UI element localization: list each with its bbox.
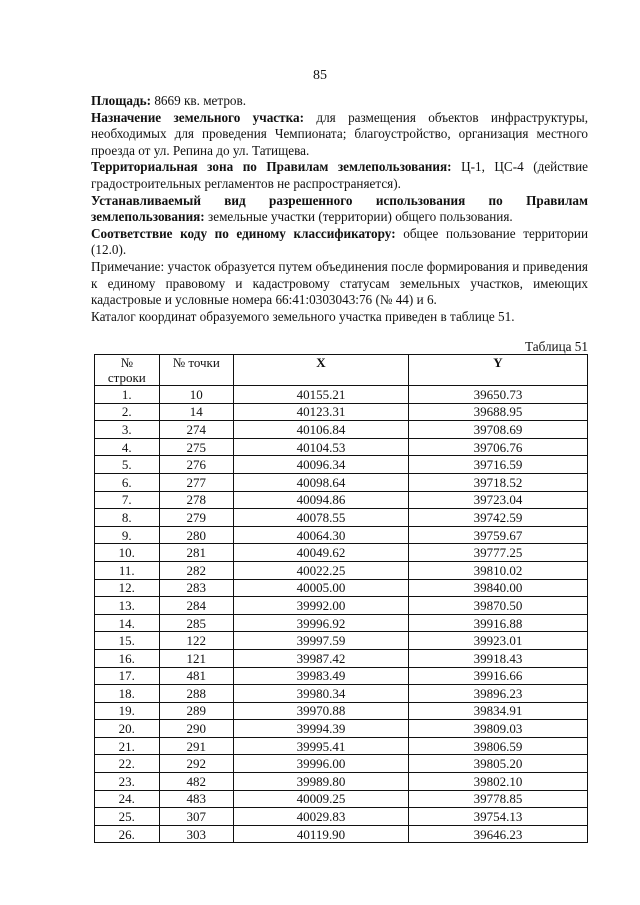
table-row xyxy=(95,491,588,509)
cell-y: 39809.03 xyxy=(408,720,587,738)
table-row xyxy=(95,649,588,667)
area-paragraph xyxy=(91,93,588,110)
cell-row-number: 6. xyxy=(95,473,160,491)
use-label: Устанавливаемый вид разрешенного использования по Правилам землепользования: xyxy=(91,192,588,225)
cell-row-number: 8. xyxy=(95,509,160,527)
table-row xyxy=(95,403,588,421)
catalog-paragraph: Каталог координат образуемого земельного участка приведен в таблице 51. xyxy=(91,308,515,324)
area-value: 8669 кв. метров. xyxy=(151,93,247,108)
table-row xyxy=(95,456,588,474)
cell-x: 39970.88 xyxy=(233,702,408,720)
cell-y: 39896.23 xyxy=(408,685,587,703)
cell-x: 40094.86 xyxy=(233,491,408,509)
cell-point-number: 277 xyxy=(159,473,233,491)
cell-row-number: 15. xyxy=(95,632,160,650)
cell-x: 39996.00 xyxy=(233,755,408,773)
header-x: X xyxy=(233,355,408,386)
table-row xyxy=(95,509,588,527)
cell-x: 39989.80 xyxy=(233,773,408,791)
cell-row-number: 9. xyxy=(95,526,160,544)
table-header-row xyxy=(95,355,588,386)
table-row xyxy=(95,614,588,632)
cell-x: 39983.49 xyxy=(233,667,408,685)
cell-point-number: 275 xyxy=(159,438,233,456)
cell-y: 39802.10 xyxy=(408,773,587,791)
zone-label: Территориальная зона по Правилам землепользования: xyxy=(91,159,452,175)
table-row xyxy=(95,720,588,738)
cell-point-number: 481 xyxy=(159,667,233,685)
cell-point-number: 288 xyxy=(159,685,233,703)
code-label: Соответствие коду по единому классификатору: xyxy=(91,225,396,241)
cell-y: 39716.59 xyxy=(408,456,587,474)
cell-x: 40096.34 xyxy=(233,456,408,474)
table-row xyxy=(95,561,588,579)
cell-y: 39759.67 xyxy=(408,526,587,544)
table-row xyxy=(95,667,588,685)
cell-y: 39916.88 xyxy=(408,614,587,632)
header-row-number-word: строки xyxy=(107,370,146,385)
cell-x: 40106.84 xyxy=(233,421,408,439)
use-value: земельные участки (территории) общего пользования. xyxy=(204,209,513,225)
coordinates-table xyxy=(94,354,588,843)
cell-y: 39708.69 xyxy=(408,421,587,439)
use-paragraph xyxy=(91,193,588,226)
cell-row-number: 11. xyxy=(95,561,160,579)
table-row xyxy=(95,473,588,491)
cell-x: 39992.00 xyxy=(233,597,408,615)
cell-row-number: 22. xyxy=(95,755,160,773)
table-row xyxy=(95,597,588,615)
cell-point-number: 482 xyxy=(159,773,233,791)
cell-row-number: 10. xyxy=(95,544,160,562)
purpose-paragraph xyxy=(91,110,588,160)
purpose-value: для размещения объектов инфраструктуры, необходимых для проведения Чемпионата; благоустройство, организация местного проезда от ул. Репина до ул. Татищева. xyxy=(91,109,588,158)
cell-row-number: 5. xyxy=(95,456,160,474)
cell-row-number: 19. xyxy=(95,702,160,720)
header-point-number: № точки xyxy=(159,355,233,386)
table-row xyxy=(95,685,588,703)
cell-point-number: 483 xyxy=(159,790,233,808)
cell-x: 40123.31 xyxy=(233,403,408,421)
cell-point-number: 282 xyxy=(159,561,233,579)
purpose-label: Назначение земельного участка: xyxy=(91,109,305,125)
cell-row-number: 26. xyxy=(95,825,160,843)
cell-point-number: 285 xyxy=(159,614,233,632)
cell-point-number: 303 xyxy=(159,825,233,843)
cell-x: 40155.21 xyxy=(233,386,408,404)
cell-point-number: 291 xyxy=(159,737,233,755)
cell-y: 39718.52 xyxy=(408,473,587,491)
cell-x: 40009.25 xyxy=(233,790,408,808)
cell-point-number: 121 xyxy=(159,649,233,667)
table-row xyxy=(95,790,588,808)
cell-point-number: 281 xyxy=(159,544,233,562)
cell-y: 39805.20 xyxy=(408,755,587,773)
cell-row-number: 23. xyxy=(95,773,160,791)
page-number: 85 xyxy=(313,68,327,83)
cell-row-number: 3. xyxy=(95,421,160,439)
cell-point-number: 280 xyxy=(159,526,233,544)
cell-y: 39840.00 xyxy=(408,579,587,597)
cell-y: 39723.04 xyxy=(408,491,587,509)
table-row xyxy=(95,544,588,562)
table-row xyxy=(95,579,588,597)
cell-point-number: 122 xyxy=(159,632,233,650)
cell-x: 40119.90 xyxy=(233,825,408,843)
cell-x: 39987.42 xyxy=(233,649,408,667)
cell-y: 39870.50 xyxy=(408,597,587,615)
cell-point-number: 10 xyxy=(159,386,233,404)
cell-x: 40078.55 xyxy=(233,509,408,527)
cell-y: 39742.59 xyxy=(408,509,587,527)
area-label: Площадь: xyxy=(91,93,152,108)
cell-x: 39980.34 xyxy=(233,685,408,703)
cell-row-number: 2. xyxy=(95,403,160,421)
parcel-description xyxy=(91,93,588,325)
code-paragraph xyxy=(91,226,588,259)
cell-x: 40064.30 xyxy=(233,526,408,544)
header-y: Y xyxy=(408,355,587,386)
table-caption: Таблица 51 xyxy=(525,339,588,354)
cell-y: 39650.73 xyxy=(408,386,587,404)
cell-row-number: 21. xyxy=(95,737,160,755)
cell-row-number: 14. xyxy=(95,614,160,632)
cell-point-number: 278 xyxy=(159,491,233,509)
cell-x: 39995.41 xyxy=(233,737,408,755)
cell-x: 40029.83 xyxy=(233,808,408,826)
cell-row-number: 4. xyxy=(95,438,160,456)
cell-y: 39777.25 xyxy=(408,544,587,562)
cell-point-number: 289 xyxy=(159,702,233,720)
cell-x: 40005.00 xyxy=(233,579,408,597)
cell-point-number: 292 xyxy=(159,755,233,773)
zone-paragraph xyxy=(91,159,588,192)
cell-row-number: 20. xyxy=(95,720,160,738)
cell-y: 39646.23 xyxy=(408,825,587,843)
cell-row-number: 1. xyxy=(95,386,160,404)
cell-row-number: 13. xyxy=(95,597,160,615)
table-body xyxy=(95,386,588,843)
table-row xyxy=(95,825,588,843)
cell-point-number: 290 xyxy=(159,720,233,738)
table-row xyxy=(95,737,588,755)
cell-x: 40022.25 xyxy=(233,561,408,579)
note-paragraph: Примечание: участок образуется путем объединения после формирования и приведения к единому правовому и кадастровому статусам земельных участков, имеющих кадастровые и условные номера 66:41:0303043:76 (№ 44) и 6. xyxy=(91,258,588,308)
header-row-number-symbol: № xyxy=(120,355,133,370)
cell-y: 39918.43 xyxy=(408,649,587,667)
cell-x: 40049.62 xyxy=(233,544,408,562)
cell-point-number: 276 xyxy=(159,456,233,474)
cell-point-number: 279 xyxy=(159,509,233,527)
cell-y: 39806.59 xyxy=(408,737,587,755)
cell-point-number: 307 xyxy=(159,808,233,826)
cell-x: 39996.92 xyxy=(233,614,408,632)
table-row xyxy=(95,702,588,720)
cell-row-number: 24. xyxy=(95,790,160,808)
table-row xyxy=(95,386,588,404)
cell-x: 40104.53 xyxy=(233,438,408,456)
cell-x: 39997.59 xyxy=(233,632,408,650)
table-row xyxy=(95,755,588,773)
table-row xyxy=(95,808,588,826)
header-row-number xyxy=(95,355,160,386)
cell-row-number: 12. xyxy=(95,579,160,597)
code-value: общее пользование территории (12.0). xyxy=(91,225,589,258)
table-row xyxy=(95,421,588,439)
cell-point-number: 274 xyxy=(159,421,233,439)
cell-y: 39834.91 xyxy=(408,702,587,720)
cell-row-number: 16. xyxy=(95,649,160,667)
cell-row-number: 18. xyxy=(95,685,160,703)
zone-value: Ц-1, ЦС-4 (действие градостроительных регламентов не распространяется). xyxy=(91,159,588,191)
table-row xyxy=(95,438,588,456)
cell-x: 40098.64 xyxy=(233,473,408,491)
cell-y: 39810.02 xyxy=(408,561,587,579)
cell-point-number: 283 xyxy=(159,579,233,597)
cell-y: 39754.13 xyxy=(408,808,587,826)
cell-row-number: 25. xyxy=(95,808,160,826)
cell-y: 39923.01 xyxy=(408,632,587,650)
cell-y: 39778.85 xyxy=(408,790,587,808)
cell-y: 39688.95 xyxy=(408,403,587,421)
cell-row-number: 7. xyxy=(95,491,160,509)
cell-row-number: 17. xyxy=(95,667,160,685)
cell-x: 39994.39 xyxy=(233,720,408,738)
cell-point-number: 14 xyxy=(159,403,233,421)
table-row xyxy=(95,773,588,791)
cell-point-number: 284 xyxy=(159,597,233,615)
table-row xyxy=(95,526,588,544)
cell-y: 39706.76 xyxy=(408,438,587,456)
cell-y: 39916.66 xyxy=(408,667,587,685)
table-row xyxy=(95,632,588,650)
